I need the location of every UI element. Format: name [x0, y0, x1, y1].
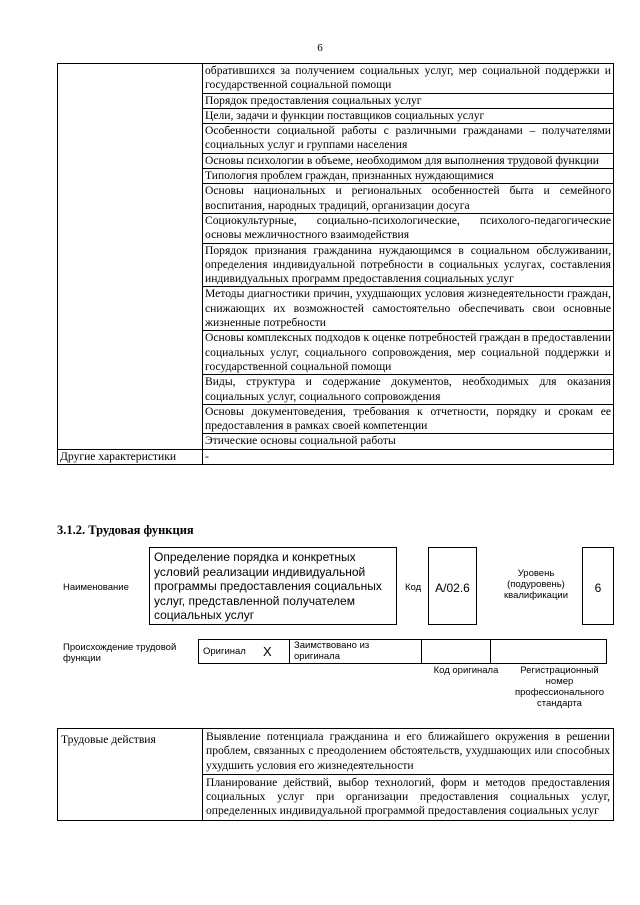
table-row	[58, 729, 614, 775]
function-name-box: Определение порядка и конкретных условий реализации индивидуальной программы предоставления социальных услуг, представленной получателем социальных услуг	[149, 547, 397, 625]
knowledge-item: Социокультурные, социально-психологические, психолого-педагогические основы межличностного взаимодействия	[203, 213, 614, 243]
original-mark: Х	[259, 640, 290, 664]
actions-label: Трудовые действия	[58, 729, 203, 821]
function-code-box: А/02.6	[428, 547, 477, 625]
original-label: Оригинал	[199, 640, 260, 664]
origin-table	[198, 639, 607, 664]
other-characteristics-value: -	[203, 449, 614, 464]
knowledge-item: Методы диагностики причин, ухудшающих условия жизнедеятельности граждан, снижающих их возможностей самостоятельно обеспечивать свои основные жизненные потребности	[203, 287, 614, 331]
other-characteristics-label: Другие характеристики	[58, 449, 203, 464]
knowledge-item: Виды, структура и содержание документов, необходимых для оказания социальных услуг, социального сопровождения	[203, 375, 614, 405]
knowledge-item: Основы психологии в объеме, необходимом для выполнения трудовой функции	[203, 153, 614, 168]
code-label: Код	[405, 582, 422, 593]
knowledge-item: Порядок предоставления социальных услуг	[203, 93, 614, 108]
table-row	[58, 449, 614, 464]
action-item: Выявление потенциала гражданина и его ближайшего окружения в решении проблем, связанных с преодолением обстоятельств, ухудшающих или способных ухудшить условия его жизнедеятельности	[203, 729, 614, 775]
level-label: Уровень (подуровень) квалификации	[503, 568, 569, 601]
knowledge-item: Основы комплексных подходов к оценке потребностей граждан в предоставлении социальных услуг, социального сопровождения, мер социальной поддержки и государственной социальной помощи	[203, 331, 614, 375]
table-row	[58, 64, 614, 94]
knowledge-item: Основы национальных и региональных особенностей быта и семейного воспитания, народных традиций, организации досуга	[203, 184, 614, 214]
knowledge-table	[57, 63, 614, 465]
section-heading: 3.1.2. Трудовая функция	[57, 523, 194, 537]
actions-table	[57, 728, 614, 821]
page-number: 6	[317, 42, 323, 54]
knowledge-item: Основы документоведения, требования к отчетности, порядку и срокам ее предоставления в рамках своей компетенции	[203, 404, 614, 434]
table-row	[199, 640, 607, 664]
reg-caption: Регистрационный номер профессионального стандарта	[515, 665, 604, 709]
knowledge-item: обратившихся за получением социальных услуг, мер социальной поддержки и государственной социальной помощи	[203, 64, 614, 94]
code-caption: Код оригинала	[433, 665, 499, 676]
origin-code-cell	[422, 640, 491, 664]
origin-reg-cell	[491, 640, 607, 664]
name-label: Наименование	[63, 582, 129, 593]
knowledge-item: Этические основы социальной работы	[203, 434, 614, 449]
knowledge-item: Типология проблем граждан, признанных нуждающимися	[203, 169, 614, 184]
knowledge-label-cell	[58, 64, 203, 450]
origin-label: Происхождение трудовой функции	[63, 642, 177, 664]
knowledge-item: Особенности социальной работы с различными гражданами – получателями социальных услуг и группами населения	[203, 124, 614, 154]
borrowed-label: Заимствовано из оригинала	[290, 640, 422, 664]
action-item: Планирование действий, выбор технологий, форм и методов предоставления социальных услуг при организации предоставления социальных услуг, определенных индивидуальной программой предоставления социальных услуг	[203, 774, 614, 820]
knowledge-item: Порядок признания гражданина нуждающимся в социальном обслуживании, определения индивидуальной потребности в социальных услугах, составления индивидуальных программ предоставления социальных услуг	[203, 243, 614, 287]
knowledge-item: Цели, задачи и функции поставщиков социальных услуг	[203, 108, 614, 123]
level-value-box: 6	[582, 547, 614, 625]
